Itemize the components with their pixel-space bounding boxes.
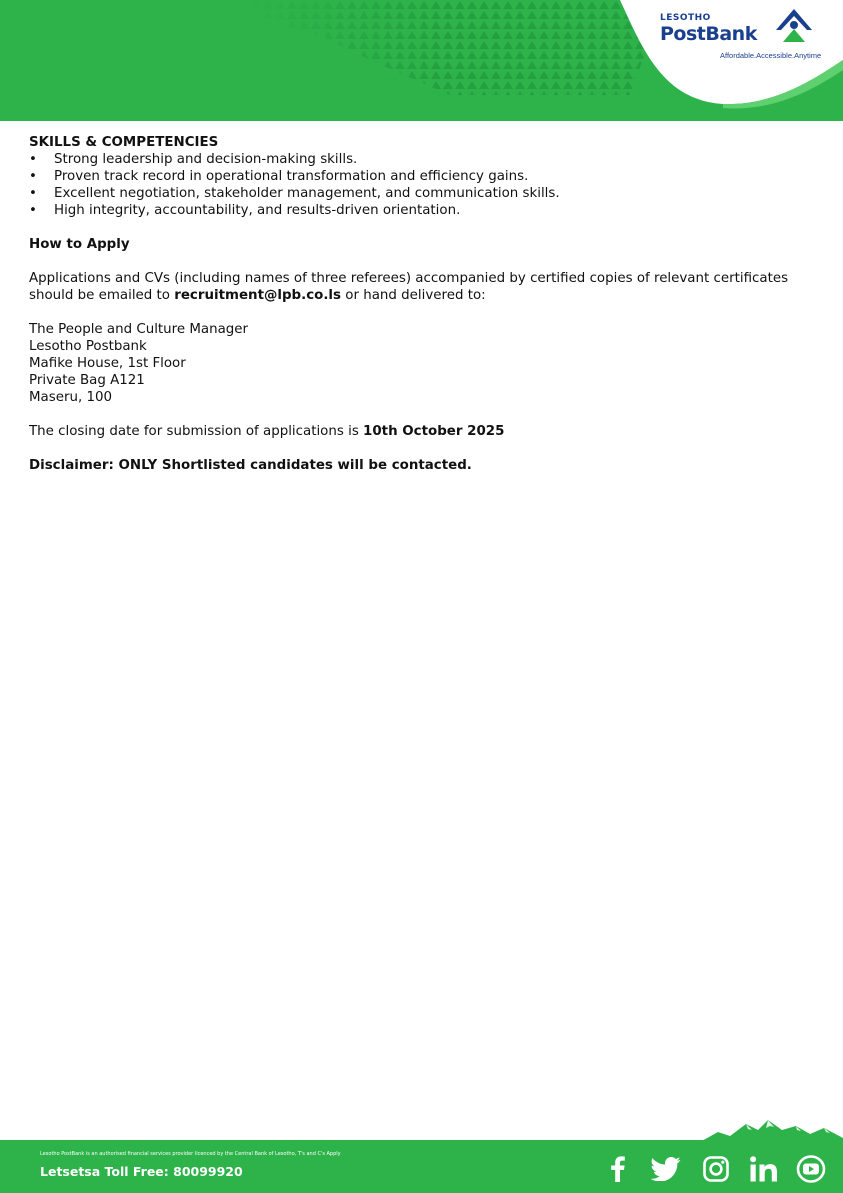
list-item bbox=[29, 151, 834, 168]
logo-tagline: Affordable.Accessible.Anytime bbox=[720, 51, 822, 60]
closing-date-line bbox=[29, 423, 834, 440]
instagram-icon[interactable] bbox=[700, 1154, 732, 1184]
bullet-marker: • bbox=[29, 186, 37, 201]
list-item bbox=[29, 185, 834, 202]
skill-text: Proven track record in operational transformation and efficiency gains. bbox=[54, 169, 529, 184]
application-instructions bbox=[29, 270, 834, 304]
address-line: Mafike House, 1st Floor bbox=[29, 356, 186, 371]
instructions-text: Applications and CVs (including names of three referees) accompanied by certified copies of relevant certificates should be emailed to bbox=[29, 271, 789, 303]
address-line: Maseru, 100 bbox=[29, 390, 113, 405]
list-item bbox=[29, 202, 834, 219]
bullet-marker: • bbox=[29, 203, 37, 218]
disclaimer: Disclaimer: ONLY Shortlisted candidates will be contacted. bbox=[29, 458, 472, 473]
toll-free-number: Letsetsa Toll Free: 80099920 bbox=[40, 1164, 243, 1179]
recruitment-email-link[interactable]: recruitment@lpb.co.ls bbox=[174, 288, 341, 303]
logo-top-word: LESOTHO bbox=[660, 13, 711, 23]
mountains-decoration bbox=[700, 1118, 843, 1142]
instructions-text-end: or hand delivered to: bbox=[341, 288, 486, 303]
skill-text: Excellent negotiation, stakeholder management, and communication skills. bbox=[54, 186, 560, 201]
logo-brand-name: PostBank bbox=[660, 23, 757, 45]
address-line: Lesotho Postbank bbox=[29, 339, 147, 354]
facebook-icon[interactable] bbox=[602, 1154, 634, 1184]
address-line: The People and Culture Manager bbox=[29, 322, 249, 337]
postbank-logo bbox=[660, 8, 840, 68]
bullet-marker: • bbox=[29, 152, 37, 167]
skill-text: Strong leadership and decision-making skills. bbox=[54, 152, 358, 167]
how-to-apply-heading: How to Apply bbox=[29, 237, 130, 252]
skill-text: High integrity, accountability, and results-driven orientation. bbox=[54, 203, 461, 218]
document-body bbox=[29, 134, 834, 474]
address-line: Private Bag A121 bbox=[29, 373, 145, 388]
bullet-marker: • bbox=[29, 169, 37, 184]
closing-date-value: 10th October 2025 bbox=[363, 424, 505, 439]
youtube-icon[interactable] bbox=[795, 1154, 827, 1184]
closing-date-text: The closing date for submission of applications is bbox=[29, 424, 364, 439]
postal-address bbox=[29, 321, 834, 406]
skills-heading: SKILLS & COMPETENCIES bbox=[29, 135, 219, 150]
legal-notice: Lesotho PostBank is an authorised financial services provider licenced by the Central Bank of Lesotho, T's and C's Apply bbox=[40, 1151, 341, 1157]
page-header bbox=[0, 0, 843, 121]
list-item bbox=[29, 168, 834, 185]
linkedin-icon[interactable] bbox=[748, 1154, 780, 1184]
skills-list bbox=[29, 151, 834, 219]
twitter-icon[interactable] bbox=[650, 1154, 682, 1184]
postbank-roof-logo-icon bbox=[774, 8, 814, 44]
